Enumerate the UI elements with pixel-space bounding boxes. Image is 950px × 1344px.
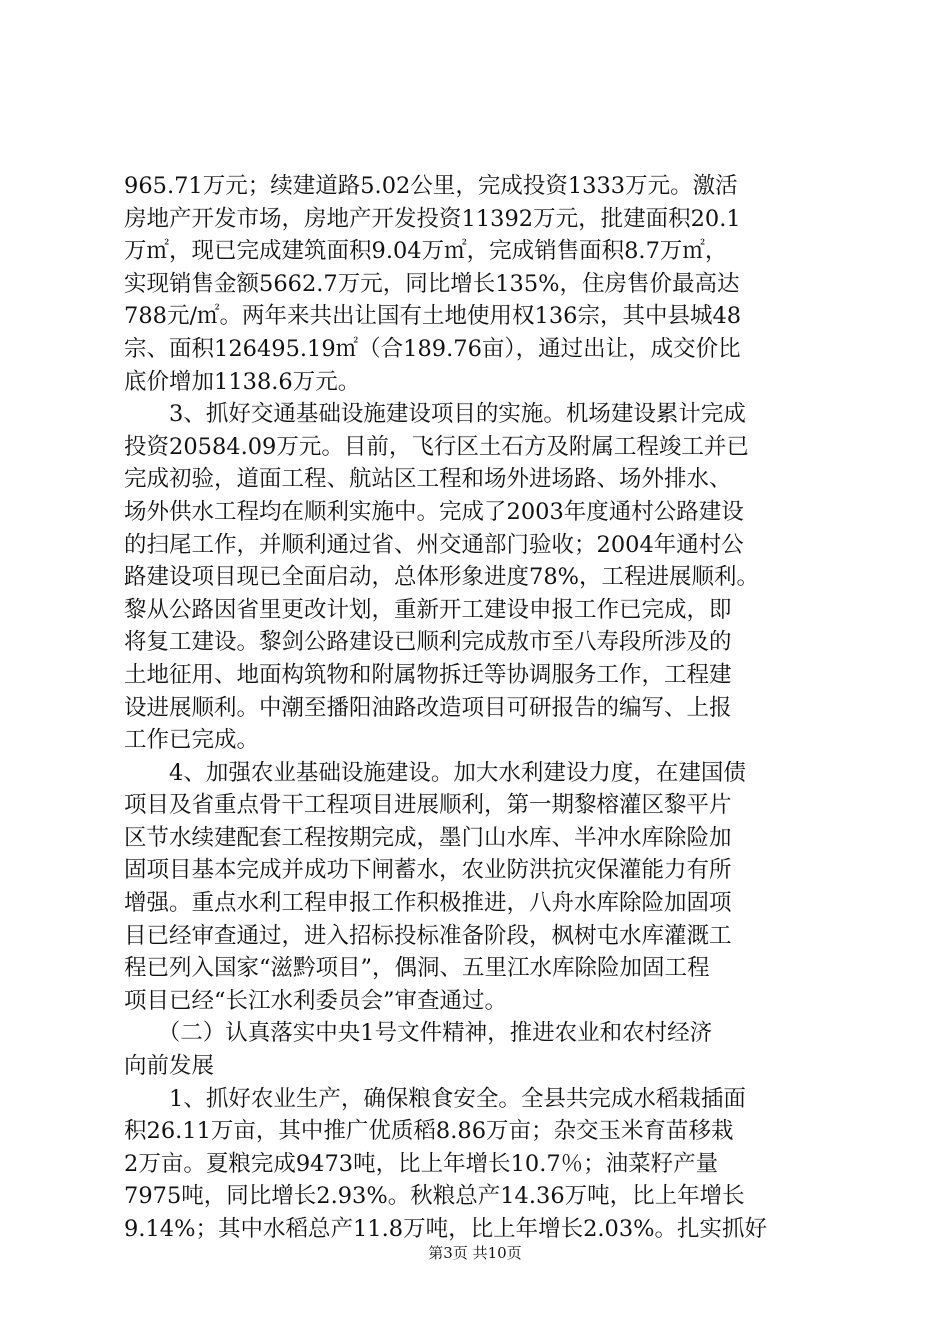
text-line: 4、加强农业基础设施建设。加大水利建设力度，在建国债 [124,759,746,786]
text-line: 程已列入国家“滋黔项目”，偶洞、五里江水库除险加固工程 [124,955,710,982]
text-line: 土地征用、地面构筑物和附属物拆迁等协调服务工作，工程建 [124,661,732,688]
text-line: 2万亩。夏粮完成9473吨，比上年增长10.7％；油菜籽产量 [124,1150,719,1177]
text-line: 区节水续建配套工程按期完成，墨门山水库、半冲水库除险加 [124,824,732,851]
text-line: 7975吨，同比增长2.93%。秋粮总产14.36万吨，比上年增长 [124,1183,745,1210]
text-line: 黎从公路因省里更改计划，重新开工建设申报工作已完成，即 [124,596,732,623]
text-line: 固项目基本完成并成功下闸蓄水，农业防洪抗灾保灌能力有所 [124,857,732,884]
text-line: 万㎡，现已完成建筑面积9.04万㎡，完成销售面积8.7万㎡， [124,238,728,265]
text-line: 投资20584.09万元。目前，飞行区土石方及附属工程竣工并已 [124,433,749,460]
text-line: 的扫尾工作，并顺利通过省、州交通部门验收；2004年通村公 [124,531,744,558]
text-line: 完成初验，道面工程、航站区工程和场外进场路、场外排水、 [124,466,732,493]
text-line: 底价增加1138.6万元。 [124,368,361,395]
text-line: 设进展顺利。中潮至播阳油路改造项目可研报告的编写、上报 [124,694,732,721]
text-line: 9.14%；其中水稻总产11.8万吨，比上年增长2.03%。扎实抓好 [124,1216,768,1242]
text-line: 实现销售金额5662.7万元，同比增长135%，住房售价最高达 [124,270,740,297]
text-line: 房地产开发市场，房地产开发投资11392万元，批建面积20.1 [124,205,741,232]
text-line: 场外供水工程均在顺利实施中。完成了2003年度通村公路建设 [124,498,744,525]
text-line: 1、抓好农业生产，确保粮食安全。全县共完成水稻栽插面 [124,1085,746,1112]
text-line: 向前发展 [124,1053,215,1080]
text-line: 项目已经“长江水利委员会”审查通过。 [124,987,508,1014]
text-line: 目已经审查通过，进入招标投标准备阶段，枫树屯水库灌溉工 [124,922,732,949]
text-line: 项目及省重点骨干工程项目进展顺利，第一期黎榕灌区黎平片 [124,792,732,819]
page-footer: 第3页 共10页 [428,1244,522,1262]
text-line: 将复工建设。黎剑公路建设已顺利完成敖市至八寿段所涉及的 [124,629,732,656]
text-line: 965.71万元；续建道路5.02公里，完成投资1333万元。激活 [124,173,738,199]
text-line: 宗、面积126495.19㎡（合189.76亩），通过出让，成交价比 [124,335,741,362]
text-line: 788元/㎡。两年来共出让国有土地使用权136宗，其中县城48 [124,303,742,330]
text-line: 路建设项目现已全面启动，总体形象进度78%，工程进展顺利。 [124,564,760,591]
text-line: （二）认真落实中央1号文件精神，推进农业和农村经济 [124,1020,713,1047]
text-line: 3、抓好交通基础设施建设项目的实施。机场建设累计完成 [124,401,746,428]
text-line: 工作已完成。 [124,727,260,754]
text-line: 增强。重点水利工程申报工作积极推进，八舟水库除险加固项 [124,890,732,917]
body-text [124,170,844,1246]
text-line: 积26.11万亩，其中推广优质稻8.86万亩；杂交玉米育苗移栽 [124,1118,734,1145]
